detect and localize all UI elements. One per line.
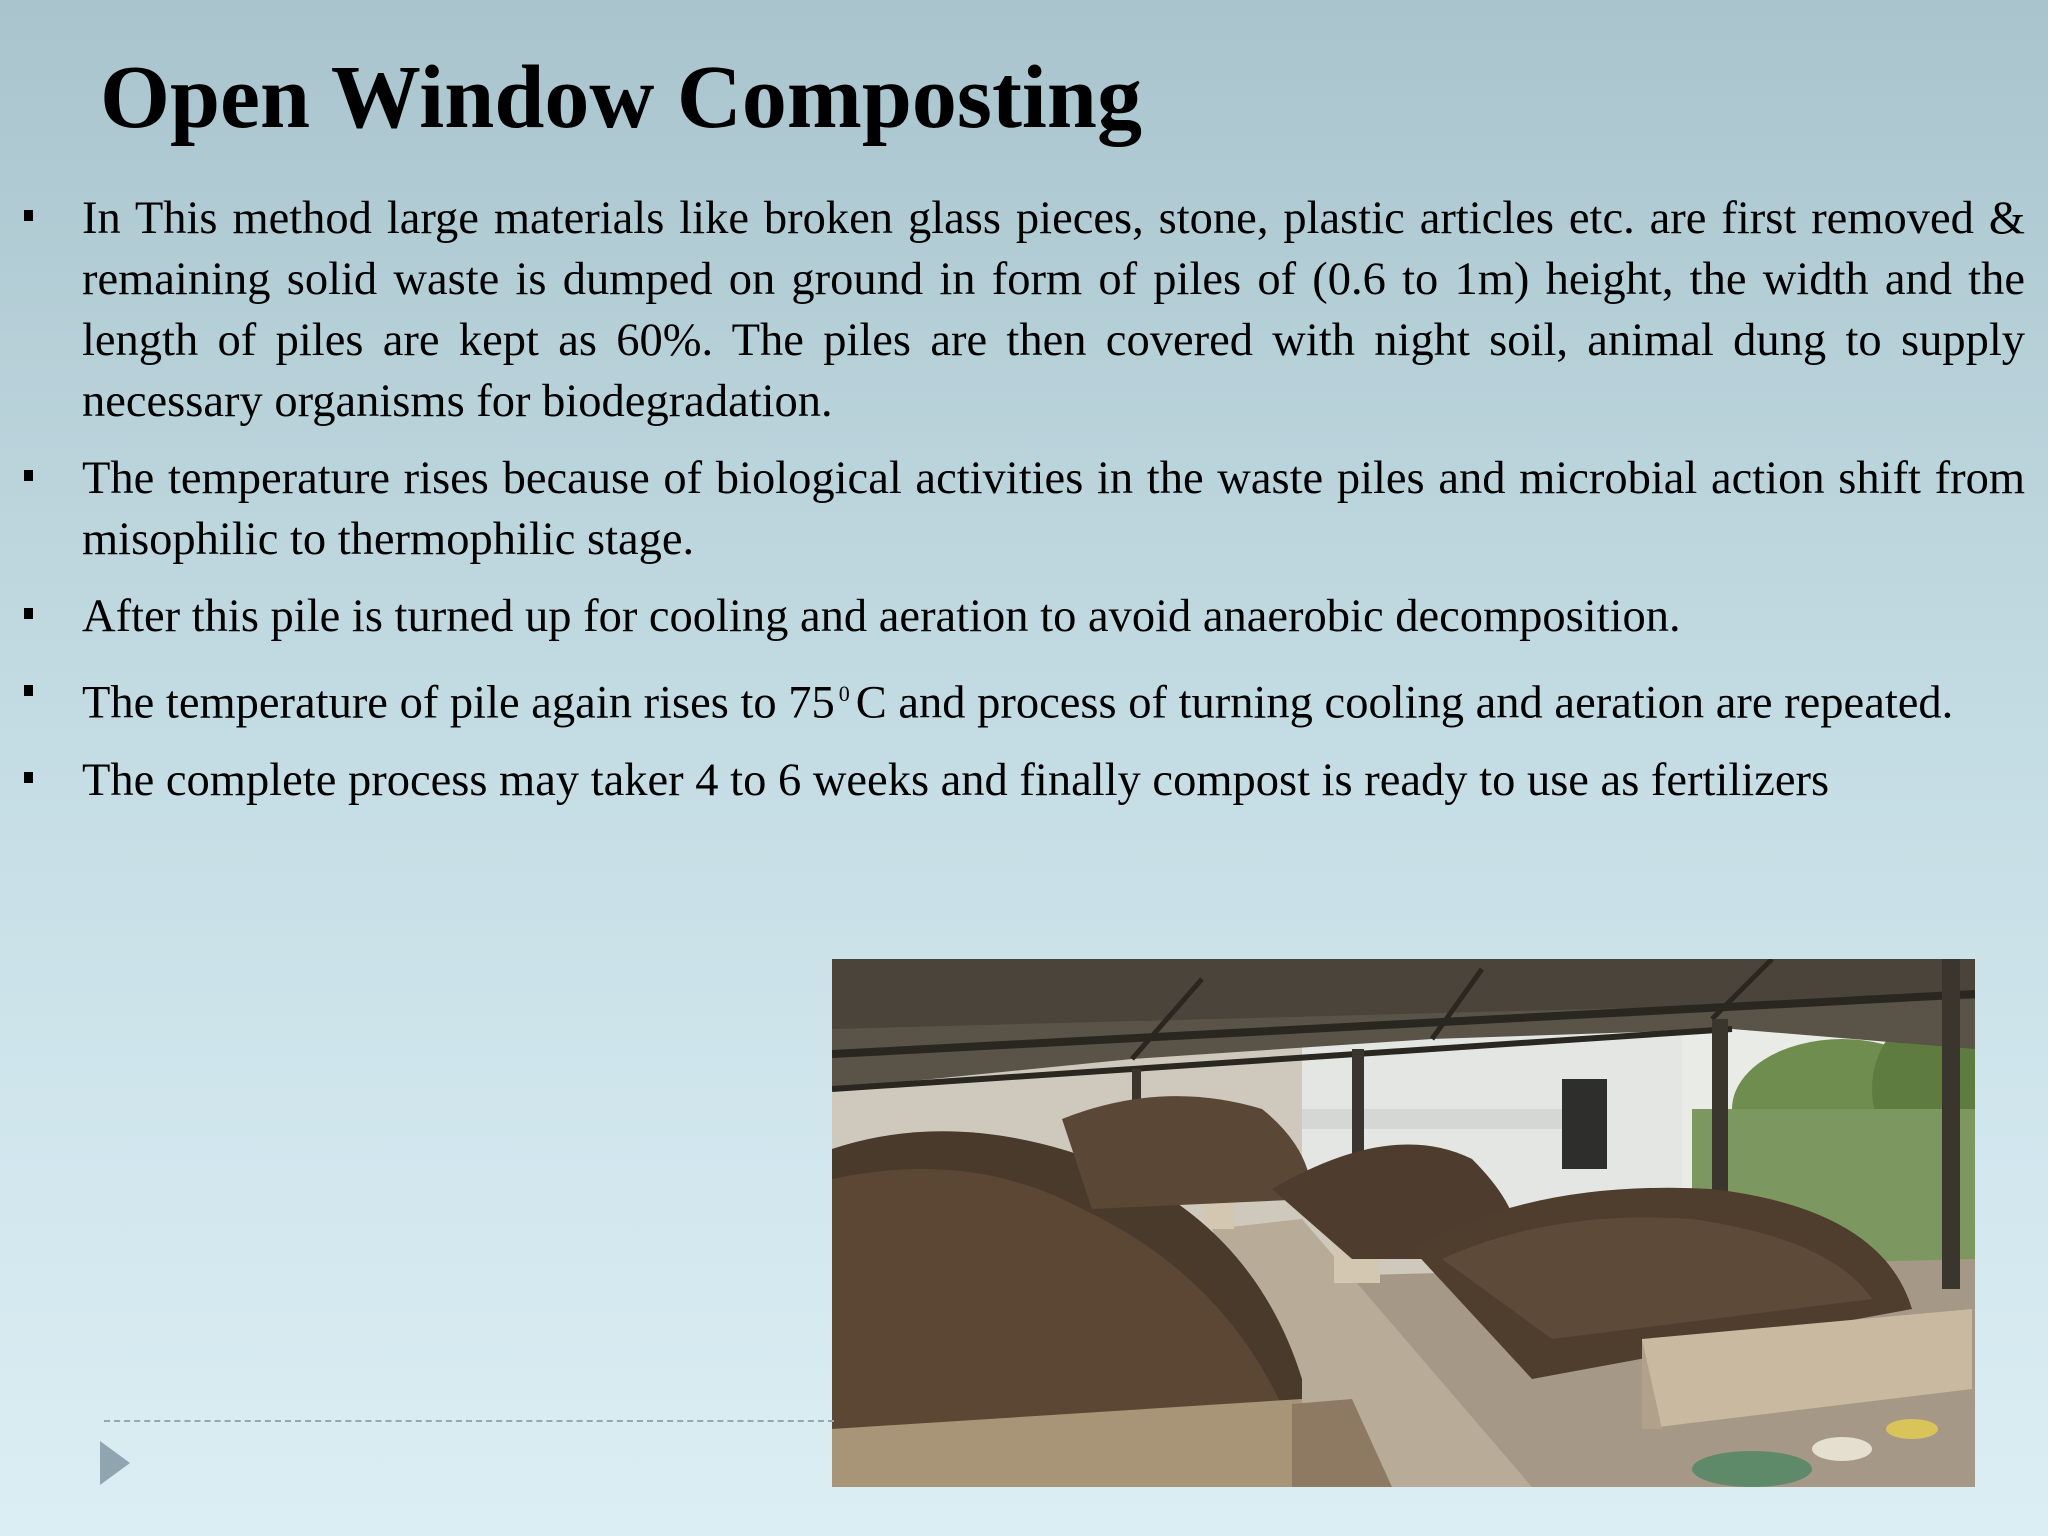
bullet-list (22, 188, 2025, 827)
triangle-right-icon[interactable] (100, 1441, 130, 1485)
square-bullet-icon (24, 772, 33, 783)
bullet-text (82, 663, 2025, 734)
bullet-text: In This method large materials like broken glass pieces, stone, plastic articles etc. are first removed & remaining solid waste is dumped on ground in form of piles of (0.6 to 1m) height, the width and the length of piles are kept as 60%. The piles are then covered with night soil, animal dung to supply necessary organisms for biodegradation. (82, 193, 2025, 427)
bullet-text: After this pile is turned up for cooling and aeration to avoid anaerobic decomposition. (82, 591, 1681, 642)
degree-superscript: 0 (838, 681, 850, 706)
bullet-text: The complete process may taker 4 to 6 weeks and finally compost is ready to use as fertilizers (82, 754, 1830, 806)
square-bullet-icon (24, 608, 33, 619)
footer-divider (104, 1420, 834, 1422)
bullet-item (22, 188, 2025, 432)
bullet-text-part: C and process of turning cooling and aeration are repeated. (855, 677, 1954, 729)
square-bullet-icon (24, 470, 33, 481)
bullet-item (22, 663, 2025, 734)
bullet-text: The temperature rises because of biological activities in the waste piles and microbial action shift from misophilic to thermophilic stage. (82, 453, 2025, 565)
slide-title: Open Window Composting (100, 48, 1142, 147)
composting-site-photo (832, 959, 1975, 1487)
bullet-text-part: The temperature of pile again rises to 75 (82, 677, 835, 729)
square-bullet-icon (24, 210, 33, 221)
bullet-item (22, 448, 2025, 570)
bullet-item (22, 750, 2025, 811)
square-bullet-icon (24, 685, 33, 696)
bullet-item (22, 586, 2025, 647)
